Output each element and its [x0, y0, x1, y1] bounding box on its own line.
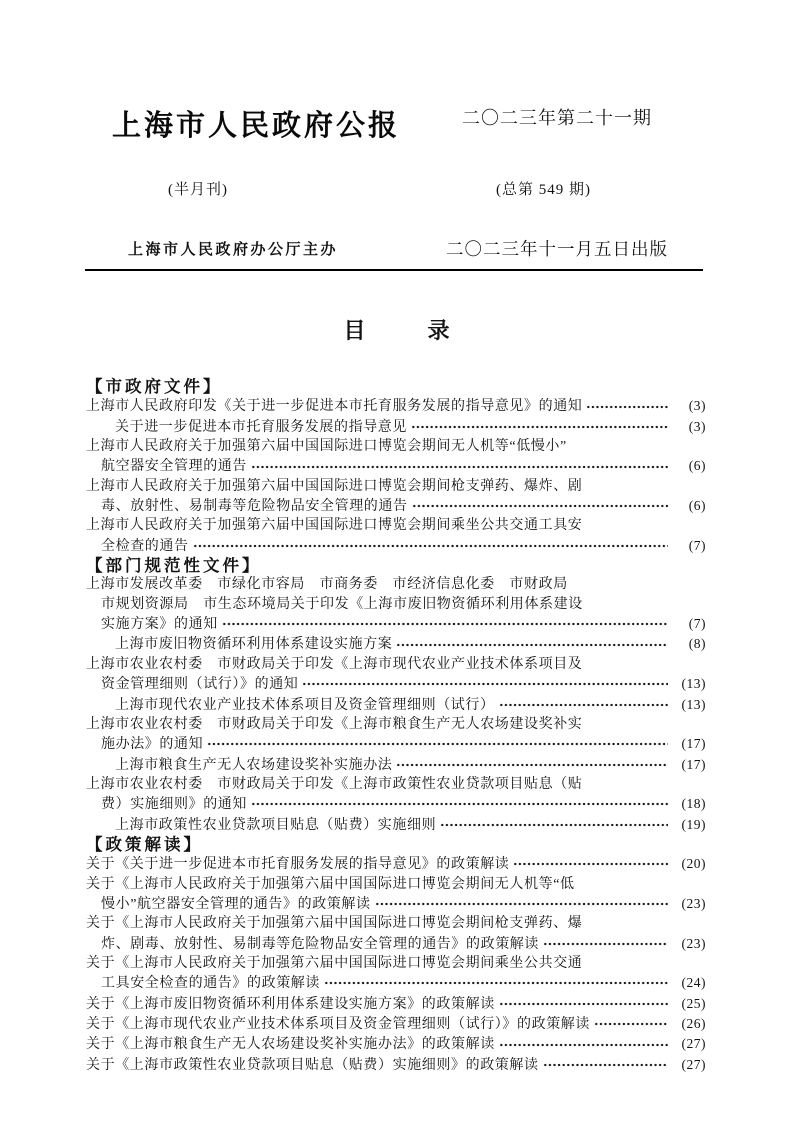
page-number: (18) — [681, 796, 706, 812]
toc-entry-text: 上海市人民政府关于加强第六届中国国际进口博览会期间无人机等“低慢小” — [86, 439, 567, 455]
toc-entry-text: 上海市人民政府关于加强第六届中国国际进口博览会期间乘坐公共交通工具安 — [86, 518, 583, 534]
toc-entry-line — [86, 1055, 706, 1075]
dot-leader — [396, 638, 668, 652]
toc-entry-line — [86, 914, 706, 933]
toc-entry-text: 关于《上海市政策性农业贷款项目贴息（贴费）实施细则》的政策解读 — [86, 1057, 539, 1073]
toc-entry-text: 关于《上海市废旧物资循环利用体系建设实施方案》的政策解读 — [86, 996, 495, 1012]
dot-leader — [222, 617, 668, 631]
page-number: (23) — [681, 895, 706, 911]
dot-leader — [375, 897, 668, 911]
toc-entry-line — [86, 994, 706, 1014]
section-heading: 【部门规范性文件】 — [86, 556, 262, 576]
page-number: (8) — [688, 636, 706, 652]
section-heading: 【政策解读】 — [86, 834, 203, 854]
page-number: (7) — [688, 537, 706, 553]
toc-entry-text: 关于《上海市人民政府关于加强第六届中国国际进口博览会期间乘坐公共交通 — [86, 955, 583, 971]
toc-heading-wrap — [0, 314, 793, 345]
toc-entry-line — [86, 575, 706, 594]
toc-entry-line — [86, 775, 706, 794]
toc-section — [86, 835, 706, 1075]
page-number: (13) — [681, 696, 706, 712]
toc-entry-line — [86, 854, 706, 874]
toc-entry-line — [86, 655, 706, 674]
toc-entry-text: 上海市农业农村委 市财政局关于印发《上海市粮食生产无人农场建设奖补实 — [86, 716, 583, 732]
toc-entry-text: 关于《上海市人民政府关于加强第六届中国国际进口博览会期间枪支弹药、爆 — [86, 916, 583, 932]
toc-entry-line — [86, 715, 706, 734]
page-number: (17) — [681, 756, 706, 772]
dot-leader — [411, 420, 668, 434]
toc-entry-text: 上海市发展改革委 市绿化市容局 市商务委 市经济信息化委 市财政局 — [86, 577, 568, 593]
dot-leader — [207, 737, 668, 751]
dot-leader — [412, 499, 668, 513]
page-number: (20) — [681, 856, 706, 872]
toc-entry-text: 上海市农业农村委 市财政局关于印发《上海市现代农业产业技术体系项目及 — [86, 656, 583, 672]
page-number: (24) — [681, 975, 706, 991]
dot-leader — [513, 857, 668, 871]
page-number: (6) — [688, 498, 706, 514]
toc-entry-text: 上海市现代农业产业技术体系项目及资金管理细则（试行） — [115, 697, 495, 713]
toc-entry-line — [86, 595, 706, 614]
dot-leader — [499, 1038, 668, 1052]
dot-leader — [594, 1017, 668, 1031]
dot-leader — [251, 460, 668, 474]
dot-leader — [251, 797, 668, 811]
dot-leader — [193, 539, 668, 553]
toc-entry-text: 毒、放射性、易制毒等危险物品安全管理的通告 — [101, 499, 408, 515]
page-number: (27) — [681, 1036, 706, 1052]
toc-entry-line — [86, 396, 706, 416]
toc-entry-text: 上海市人民政府关于加强第六届中国国际进口博览会期间枪支弹药、爆炸、剧 — [86, 478, 583, 494]
toc-entry-text: 全检查的通告 — [101, 538, 189, 554]
toc-entry-line — [86, 755, 706, 775]
toc-section — [86, 377, 706, 556]
toc-entry-line — [86, 894, 706, 914]
toc-entry-line — [86, 614, 706, 634]
total-issue-label: (总第 549 期) — [496, 182, 591, 198]
toc-title: 目录 — [343, 318, 512, 343]
toc-entry-text: 上海市人民政府印发《关于进一步促进本市托育服务发展的指导意见》的通知 — [86, 399, 583, 415]
gazette-title: 上海市人民政府公报 — [112, 110, 401, 142]
periodicity-label: (半月刊) — [168, 182, 228, 198]
toc-entry-line — [86, 456, 706, 476]
page-number: (7) — [688, 616, 706, 632]
toc-entry-line — [86, 477, 706, 496]
toc-entry-text: 关于《上海市人民政府关于加强第六届中国国际进口博览会期间无人机等“低 — [86, 876, 575, 892]
organizer-label: 上海市人民政府办公厅主办 — [128, 242, 339, 258]
toc-entry-line — [86, 815, 706, 835]
toc-section — [86, 556, 706, 835]
toc-entry-line — [86, 674, 706, 694]
toc-entry-line — [86, 1034, 706, 1054]
dot-leader — [396, 758, 668, 772]
page-number: (13) — [681, 676, 706, 692]
dot-leader — [499, 997, 668, 1011]
toc-entry-text: 关于《关于进一步促进本市托育服务发展的指导意见》的政策解读 — [86, 857, 510, 873]
toc-entry-text: 上海市粮食生产无人农场建设奖补实施办法 — [115, 757, 393, 773]
dot-leader — [543, 937, 668, 951]
toc-entry-line — [86, 973, 706, 993]
page-number: (3) — [688, 418, 706, 434]
toc-entry-line — [86, 954, 706, 973]
toc-entry-line — [86, 934, 706, 954]
dot-leader — [302, 677, 668, 691]
toc-entry-text: 关于《上海市现代农业产业技术体系项目及资金管理细则（试行）》的政策解读 — [86, 1017, 590, 1032]
page-number: (23) — [681, 935, 706, 951]
dot-leader — [499, 698, 668, 712]
dot-leader — [440, 818, 668, 832]
page-number: (26) — [681, 1016, 706, 1031]
toc-entry-text: 航空器安全管理的通告 — [101, 459, 247, 475]
toc-entry-text: 工具安全检查的通告》的政策解读 — [101, 976, 320, 992]
toc-entry-text: 上海市农业农村委 市财政局关于印发《上海市政策性农业贷款项目贴息（贴 — [86, 776, 583, 792]
toc-entry-text: 施办法》的通知 — [101, 737, 204, 753]
toc-entry-line — [86, 734, 706, 754]
toc-entry-text: 关于《上海市粮食生产无人农场建设奖补实施办法》的政策解读 — [86, 1037, 495, 1053]
toc-entry-text: 费）实施细则》的通知 — [101, 797, 247, 813]
toc-entry-line — [86, 417, 706, 437]
toc-entry-line — [86, 516, 706, 535]
toc-entry-line — [86, 437, 706, 456]
toc-entry-text: 慢小”航空器安全管理的通告》的政策解读 — [101, 896, 371, 912]
dot-leader — [543, 1058, 668, 1072]
dot-leader — [586, 400, 668, 414]
page-number: (27) — [681, 1056, 706, 1072]
page-number: (19) — [681, 816, 706, 832]
toc-entry-line — [86, 634, 706, 654]
toc-entry-text: 上海市废旧物资循环利用体系建设实施方案 — [115, 637, 393, 653]
page-number: (17) — [681, 736, 706, 752]
toc-entry-line — [86, 875, 706, 894]
toc-entry-line — [86, 794, 706, 814]
toc-entry-text: 关于进一步促进本市托育服务发展的指导意见 — [115, 419, 407, 435]
page-number: (25) — [681, 995, 706, 1011]
toc-entry-line — [86, 695, 706, 715]
toc-entry-line — [86, 496, 706, 516]
toc-sections — [86, 377, 706, 1075]
issue-number: 二〇二三年第二十一期 — [462, 108, 652, 128]
toc-entry-line — [86, 536, 706, 556]
header-divider — [85, 269, 703, 271]
section-heading: 【市政府文件】 — [86, 377, 223, 396]
toc-entry-text: 上海市政策性农业贷款项目贴息（贴费）实施细则 — [115, 817, 437, 833]
dot-leader — [324, 976, 668, 990]
page-number: (3) — [688, 398, 706, 414]
page-number: (6) — [688, 458, 706, 474]
toc-entry-text: 市规划资源局 市生态环境局关于印发《上海市废旧物资循环利用体系建设 — [101, 596, 583, 612]
toc-entry-line — [86, 1014, 706, 1034]
toc-entry-text: 实施方案》的通知 — [101, 617, 218, 633]
publish-date: 二〇二三年十一月五日出版 — [446, 239, 668, 259]
toc-entry-text: 资金管理细则（试行）》的通知 — [101, 677, 299, 693]
toc-entry-text: 炸、剧毒、放射性、易制毒等危险物品安全管理的通告》的政策解读 — [101, 936, 539, 952]
